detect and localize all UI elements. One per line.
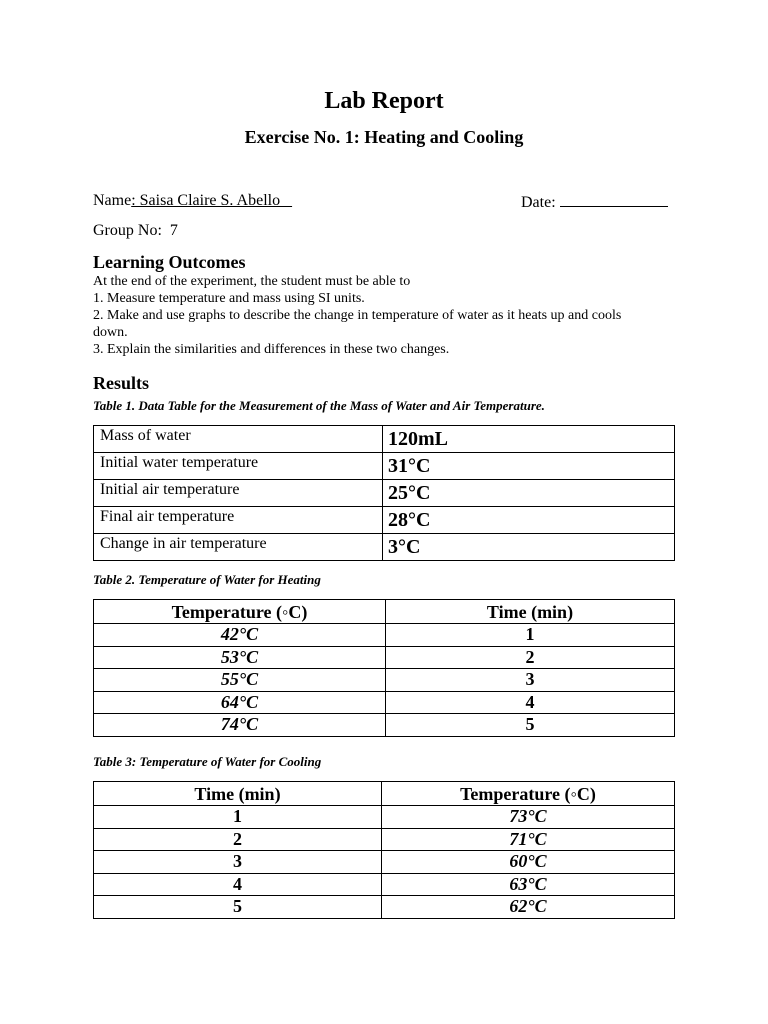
table-row bbox=[94, 646, 675, 669]
time-cell: 1 bbox=[386, 624, 675, 647]
table-row bbox=[94, 453, 675, 480]
name-label: Name bbox=[93, 192, 132, 209]
temperature-cell: 74°C bbox=[94, 714, 386, 737]
temperature-cell: 71°C bbox=[382, 828, 675, 851]
table-row bbox=[94, 534, 675, 561]
time-cell: 5 bbox=[386, 714, 675, 737]
name-value: : Saisa Claire S. Abello bbox=[131, 192, 293, 209]
table2-heating bbox=[93, 599, 675, 737]
column-header: Time (min) bbox=[94, 782, 382, 806]
page-title: Lab Report bbox=[324, 88, 444, 114]
table-row bbox=[94, 873, 675, 896]
table2-caption: Table 2. Temperature of Water for Heating bbox=[93, 572, 321, 587]
date-label: Date: bbox=[521, 194, 556, 211]
table-row bbox=[94, 806, 675, 829]
table1-value: 3°C bbox=[383, 534, 675, 561]
date-line bbox=[521, 192, 668, 212]
column-header: Time (min) bbox=[386, 600, 675, 624]
temperature-cell: 60°C bbox=[382, 851, 675, 874]
time-cell: 3 bbox=[94, 851, 382, 874]
time-cell: 3 bbox=[386, 669, 675, 692]
table-row bbox=[94, 691, 675, 714]
table-row bbox=[94, 669, 675, 692]
table1-mass-temperature bbox=[93, 425, 675, 561]
temperature-cell: 62°C bbox=[382, 896, 675, 919]
table1-label: Final air temperature bbox=[94, 507, 383, 534]
table1-value: 28°C bbox=[383, 507, 675, 534]
temperature-cell: 53°C bbox=[94, 646, 386, 669]
time-cell: 5 bbox=[94, 896, 382, 919]
time-cell: 4 bbox=[386, 691, 675, 714]
temperature-cell: 73°C bbox=[382, 806, 675, 829]
table1-value: 120mL bbox=[383, 426, 675, 453]
table1-label: Initial water temperature bbox=[94, 453, 383, 480]
group-value: 7 bbox=[169, 222, 178, 239]
table-header-row bbox=[94, 600, 675, 624]
time-cell: 2 bbox=[94, 828, 382, 851]
outcomes-intro: At the end of the experiment, the student must be able to bbox=[93, 274, 411, 289]
temperature-cell: 63°C bbox=[382, 873, 675, 896]
table1-value: 31°C bbox=[383, 453, 675, 480]
learning-outcomes-heading: Learning Outcomes bbox=[93, 252, 246, 272]
table3-caption: Table 3: Temperature of Water for Cooling bbox=[93, 754, 322, 769]
time-cell: 2 bbox=[386, 646, 675, 669]
column-header: Temperature (◦C) bbox=[94, 600, 386, 624]
results-heading: Results bbox=[93, 373, 150, 393]
date-blank bbox=[560, 192, 668, 207]
outcome-item: 2. Make and use graphs to describe the change in temperature of water as it heats up and cools down. bbox=[93, 308, 622, 340]
page-subtitle: Exercise No. 1: Heating and Cooling bbox=[244, 127, 524, 147]
table1-label: Mass of water bbox=[94, 426, 383, 453]
column-header: Temperature (◦C) bbox=[382, 782, 675, 806]
table1-label: Change in air temperature bbox=[94, 534, 383, 561]
temperature-cell: 55°C bbox=[94, 669, 386, 692]
temperature-cell: 42°C bbox=[94, 624, 386, 647]
table-row bbox=[94, 507, 675, 534]
group-line bbox=[93, 222, 178, 240]
table-row bbox=[94, 426, 675, 453]
table-row bbox=[94, 624, 675, 647]
table1-caption: Table 1. Data Table for the Measurement of the Mass of Water and Air Temperature. bbox=[93, 398, 545, 413]
table-header-row bbox=[94, 782, 675, 806]
table1-value: 25°C bbox=[383, 480, 675, 507]
outcome-item: 1. Measure temperature and mass using SI units. bbox=[93, 291, 365, 306]
temperature-cell: 64°C bbox=[94, 691, 386, 714]
table3-cooling bbox=[93, 781, 675, 919]
table-row bbox=[94, 896, 675, 919]
outcome-item: 3. Explain the similarities and differences in these two changes. bbox=[93, 342, 450, 357]
time-cell: 1 bbox=[94, 806, 382, 829]
table-row bbox=[94, 480, 675, 507]
group-label: Group No: bbox=[93, 222, 162, 239]
table1-label: Initial air temperature bbox=[94, 480, 383, 507]
table-row bbox=[94, 851, 675, 874]
learning-outcomes-list bbox=[93, 273, 653, 358]
time-cell: 4 bbox=[94, 873, 382, 896]
table-row bbox=[94, 714, 675, 737]
table-row bbox=[94, 828, 675, 851]
name-line bbox=[93, 192, 292, 210]
